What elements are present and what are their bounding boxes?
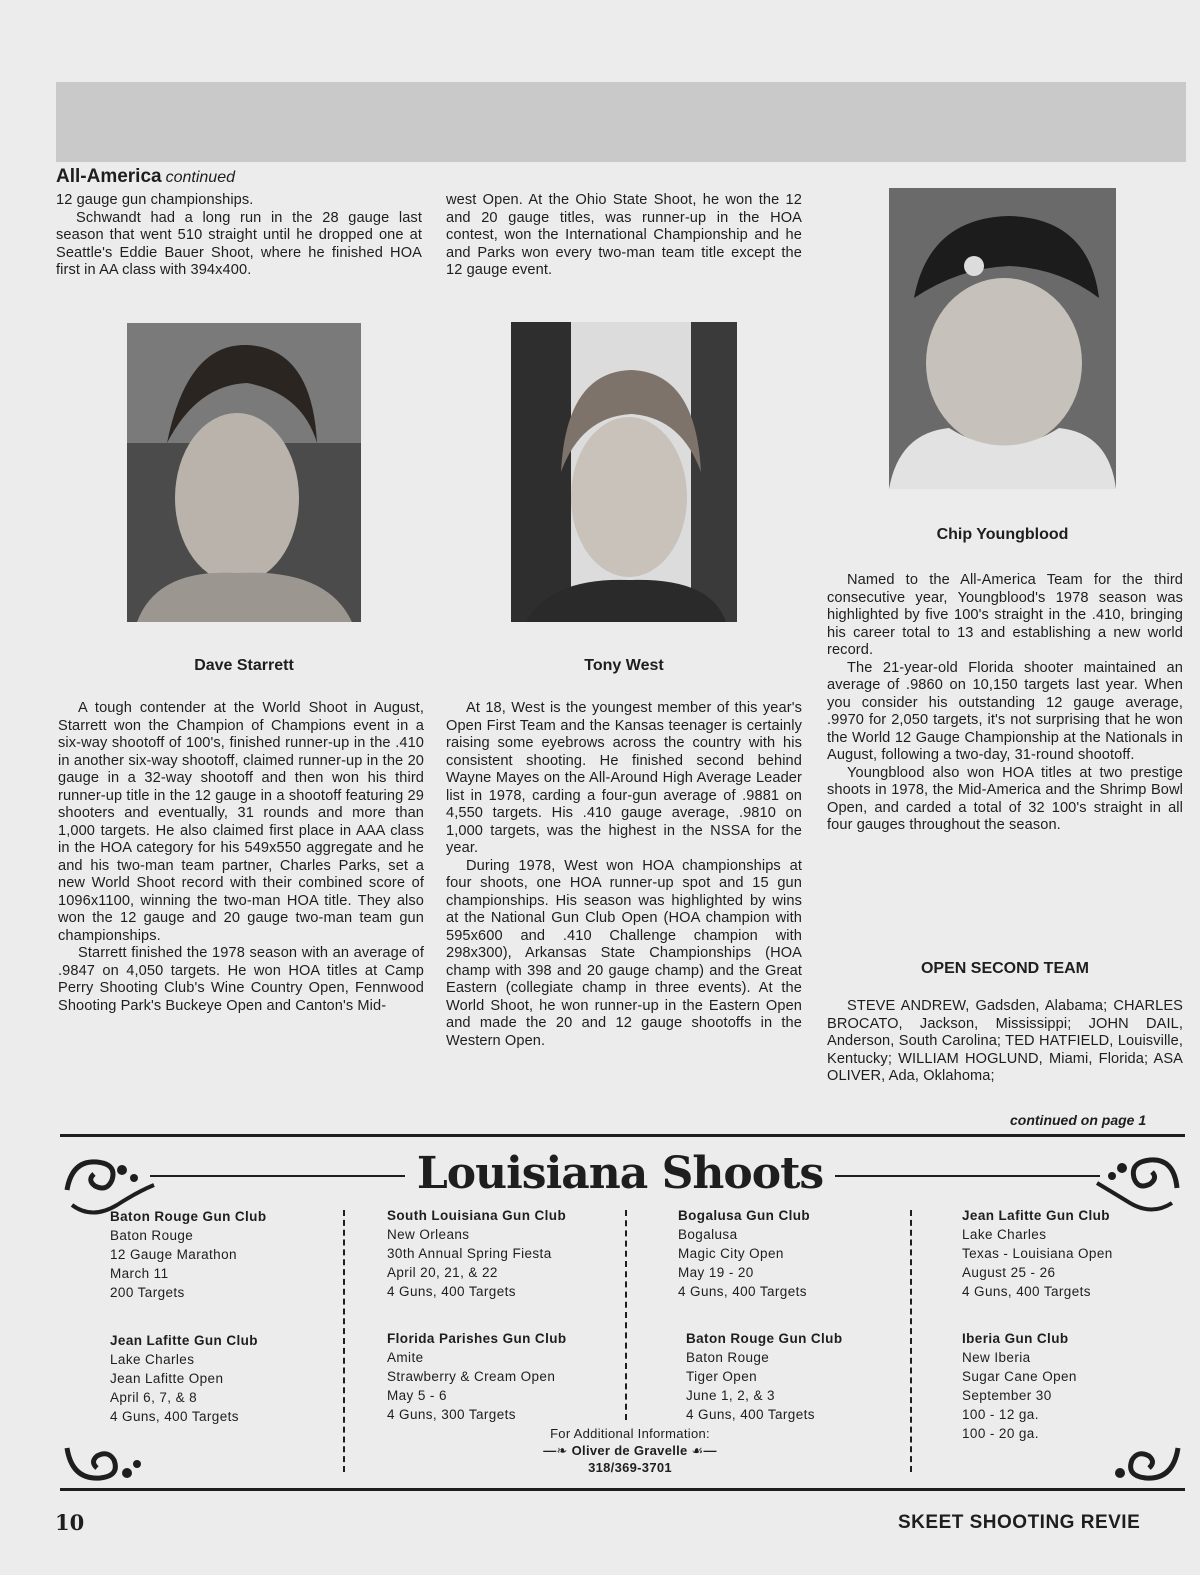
caption-dave-starrett: Dave Starrett [194,657,294,674]
top-gray-band [56,82,1186,162]
club-listing: Florida Parishes Gun Club Amite Strawberry & Cream Open May 5 - 6 4 Guns, 300 Targets [387,1331,567,1422]
page-number: 10 [55,1510,85,1535]
magazine-title: SKEET SHOOTING REVIE [898,1512,1141,1533]
open-second-team-heading: OPEN SECOND TEAM [920,960,1089,977]
top-rule [60,1134,1185,1137]
middle-top-text: west Open. At the Ohio State Shoot, he won the 12 and 20 gauge titles, was runner-up in the HOA contest, won the International Championship and he and Parks won every two-man team title except the 12 gauge event. [446,192,802,278]
middle-bottom-text: At 18, West is the youngest member of this year's Open First Team and the Kansas teenager is certainly raising some eyebrows across the country with his consistent shooting. He finished second behind Wayne Mayes on the All-Around High Average Leader list in 1978, carding a four-gun average of .9881 on 4,550 targets. His .410 gauge average, .9810 on 1,000 targets, was the highest in the NSSA for the year. During 1978, West won HOA championships at four shoots, one HOA runner-up spot and 15 gun championships. His season was highlighted by wins at the National Gun Club Open (HOA champion with 595x600 and .410 Challenge champion with 298x300), Arkansas State Championships (HOA champ with 398 and 20 gauge champ) and the Great Eastern (collegiate champ in three events). At the World Shoot, he won runner-up in the Eastern Open and made the 20 and 12 gauge shootoffs in the Western Open. [446,700,802,1049]
column-divider [910,1210,912,1472]
caption-tony-west: Tony West [584,657,664,674]
ad-title: Louisiana Shoots [416,1148,824,1199]
column-divider [625,1210,627,1420]
club-listing: South Louisiana Gun Club New Orleans 30th Annual Spring Fiesta April 20, 21, & 22 4 Guns, 400 Targets [387,1208,567,1299]
left-bottom-text: A tough contender at the World Shoot in August, Starrett won the Champion of Champions event in a six-way shootoff of 100's, finished runner-up in the .410 in another six-way shootoff, claimed runner-up in the 20 gauge in a 32-way shootoff and then won his third runner-up title in the 12 gauge in a shootoff featuring 29 shooters and eventually, 31 rounds and more than 1,000 targets. He also claimed first place in AAA class in the HOA category for his 549x550 aggregate and he and his two-man team partner, Charles Parks, set a new World Shoot record with their combined score of 1096x1100, winning the two-man HOA title. They also won the 12 gauge and 20 gauge two-man team gun championships. Starrett finished the 1978 season with an average of .9847 on 4,050 targets. He won HOA titles at Camp Perry Shooting Club's Wine Country Open, Fennwood Shooting Park's Buckeye Open and Canton's Mid- [58,700,424,1014]
contact-info: For Additional Information: —❧ Oliver de Gravelle ☙— 318/369-3701 [543,1426,717,1475]
photo-tony-west [511,322,737,622]
open-second-team-list: STEVE ANDREW, Gadsden, Alabama; CHARLES BROCATO, Jackson, Mississippi; JOHN DAIL, Anderson, South Carolina; TED HATFIELD, Louisville, Kentucky; WILLIAM HOGLUND, Miami, Florida; ASA OLIVER, Ada, Oklahoma; [827,998,1183,1084]
photo-chip-youngblood [889,188,1116,489]
club-listing: Bogalusa Gun Club Bogalusa Magic City Open May 19 - 20 4 Guns, 400 Targets [678,1208,811,1299]
club-listing: Baton Rouge Gun Club Baton Rouge 12 Gauge Marathon March 11 200 Targets [110,1209,267,1300]
photo-dave-starrett [127,323,361,622]
flourish-ornament [62,1428,147,1493]
right-text: Named to the All-America Team for the third consecutive year, Youngblood's 1978 season was highlighted by five 100's straight in the .410, bringing his career total to 13 and establishing a new world record. The 21-year-old Florida shooter maintained an average of .9860 on 10,150 targets last year. When you consider his outstanding 12 gauge average, .9970 for 2,050 targets, it's not surprising that he won the World 12 Gauge Championship at the Nationals in August, following a two-day, 31-round shootoff. Youngblood also won HOA titles at two prestige shoots in 1978, the Mid-America and the Shrimp Bowl Open, and carded a total of 32 100's straight in all four gauges throughout the season. [827,572,1183,833]
scroll-ornament: ☙— [687,1443,717,1458]
club-listing: Baton Rouge Gun Club Baton Rouge Tiger Open June 1, 2, & 3 4 Guns, 400 Targets [686,1331,843,1422]
club-listing: Iberia Gun Club New Iberia Sugar Cane Open September 30 100 - 12 ga. 100 - 20 ga. [962,1331,1077,1441]
column-divider [343,1210,345,1472]
continued-on-page: continued on page 1 [1010,1112,1147,1128]
section-header: All-America continued [56,166,235,187]
left-top-text: 12 gauge gun championships. Schwandt had a long run in the 28 gauge last season that went 510 straight until he dropped one at Seattle's Eddie Bauer Shoot, where he finished HOA first in AA class with 394x400. [56,192,422,278]
title-rule-right [835,1175,1100,1177]
title-rule-left [150,1175,405,1177]
club-listing: Jean Lafitte Gun Club Lake Charles Texas - Louisiana Open August 25 - 26 4 Guns, 400 Targets [962,1208,1113,1299]
scroll-ornament: —❧ [543,1443,572,1458]
caption-chip-youngblood: Chip Youngblood [936,526,1069,543]
club-listing: Jean Lafitte Gun Club Lake Charles Jean Lafitte Open April 6, 7, & 8 4 Guns, 400 Targets [110,1333,258,1424]
bottom-rule [60,1488,1185,1491]
flourish-ornament [1108,1428,1183,1493]
